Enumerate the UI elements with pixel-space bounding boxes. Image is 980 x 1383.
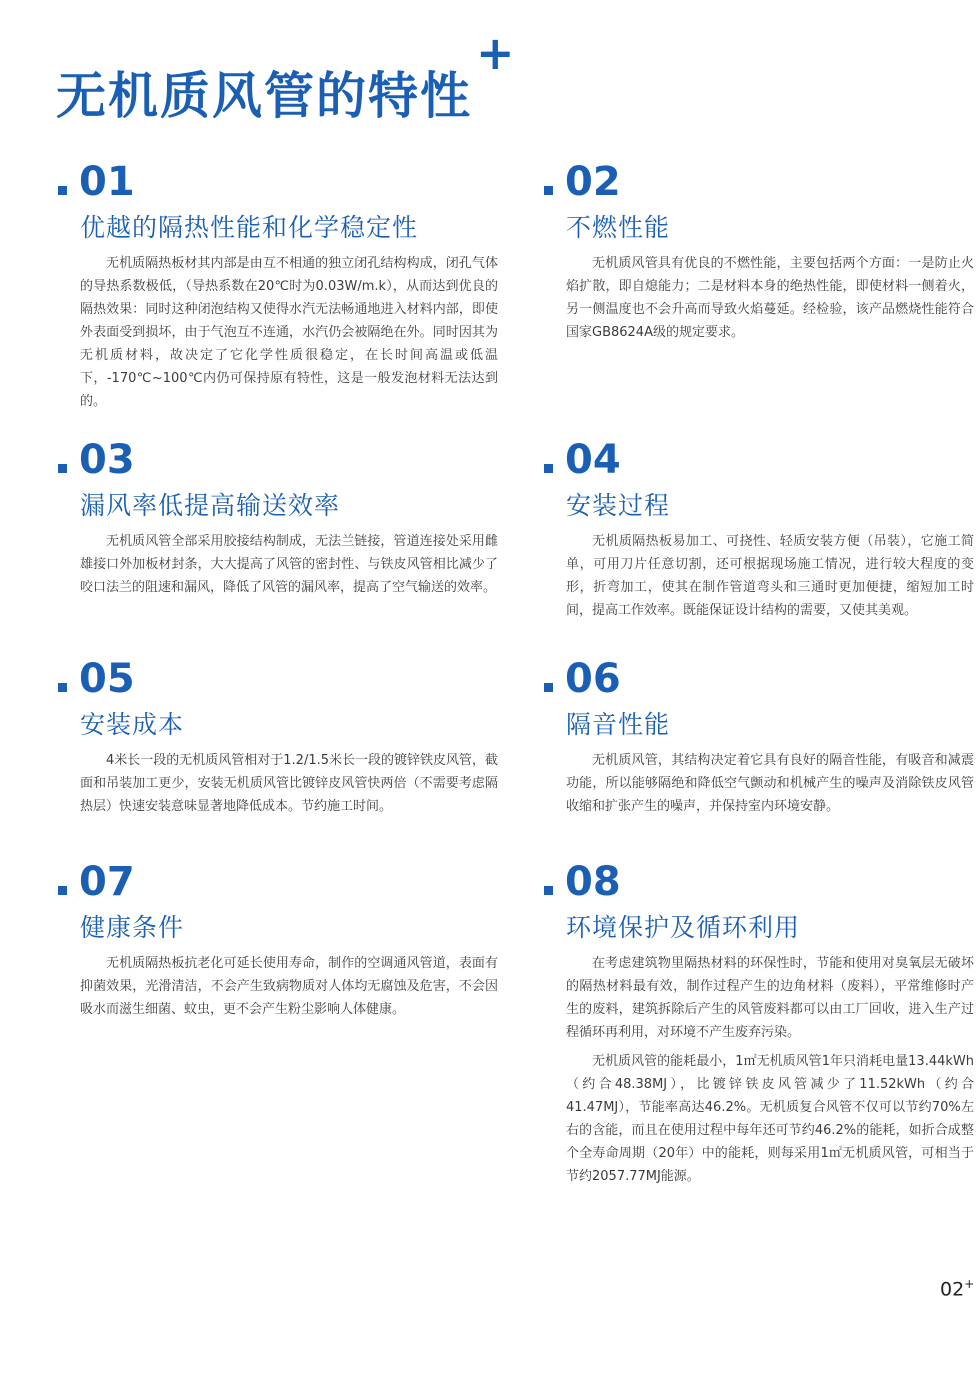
paragraph: 无机质风管的能耗最小，1㎡无机质风管1年只消耗电量13.44kWh（约合48.38MJ），比镀锌铁皮风管减少了11.52kWh（约合41.47MJ），节能率高达46.2%。无机质复合风管不仅可以节约70%左右的含能，而且在使用过程中每年还可节约46.2%的能耗，如折合成整个全寿命周期（20年）中的能耗，则每采用1㎡无机质风管，可相当于节约2057.77MJ能源。: [566, 1054, 974, 1184]
paragraph: 无机质隔热板易加工、可挠性、轻质安装方便（吊装），它施工简单，可用刀片任意切割，还可根据现场施工情况，进行较大程度的变形，折弯加工，使其在制作管道弯头和三通时更加便捷，缩短加工时间，提高工作效率。既能保证设计结构的需要，又使其美观。: [566, 534, 974, 618]
section-title: 漏风率低提高输送效率: [80, 491, 341, 520]
section-07: [58, 858, 498, 1021]
section-body: [566, 952, 974, 1188]
section-title: 不燃性能: [566, 213, 671, 242]
section-number: 05: [58, 655, 498, 703]
section-body: [566, 252, 974, 344]
section-number: 02: [544, 158, 974, 206]
section-03: [58, 436, 498, 599]
bullet-dot-icon: [544, 683, 553, 692]
paragraph: 无机质风管全部采用胶接结构制成，无法兰链接，管道连接处采用雌雄接口外加板材封条，大大提高了风管的密封性、与铁皮风管相比减少了咬口法兰的阻速和漏风，降低了风管的漏风率，提高了空气输送的效率。: [80, 534, 498, 595]
section-title: 安装过程: [566, 491, 671, 520]
paragraph: 无机质风管具有优良的不燃性能，主要包括两个方面：一是防止火焰扩散，即自熄能力；二是材料本身的绝热性能，即使材料一侧着火，另一侧温度也不会升高而导致火焰蔓延。经检验，该产品燃烧性能符合国家GB8624A级的规定要求。: [566, 256, 974, 340]
section-title: 安装成本: [80, 710, 185, 739]
section-body: [80, 530, 498, 599]
section-08: [544, 858, 974, 1188]
section-number: 01: [58, 158, 498, 206]
bullet-dot-icon: [544, 464, 553, 473]
bullet-dot-icon: [58, 683, 67, 692]
section-number: 08: [544, 858, 974, 906]
section-01: [58, 158, 498, 413]
paragraph: 无机质隔热板抗老化可延长使用寿命，制作的空调通风管道，表面有抑菌效果，光滑清洁，不会产生致病物质对人体均无腐蚀及危害，不会因吸水而滋生细菌、蚊虫，更不会产生粉尘影响人体健康。: [80, 956, 498, 1017]
title-plus-mark: +: [476, 26, 515, 80]
section-body: [80, 749, 498, 818]
section-05: [58, 655, 498, 818]
section-body: [566, 530, 974, 622]
section-body: [80, 952, 498, 1021]
bullet-dot-icon: [58, 186, 67, 195]
section-number: 04: [544, 436, 974, 484]
paragraph: 无机质风管，其结构决定着它具有良好的隔音性能，有吸音和减震功能，所以能够隔绝和降低空气颤动和机械产生的噪声及消除铁皮风管收缩和扩张产生的噪声，并保持室内环境安静。: [566, 753, 974, 814]
section-number: 03: [58, 436, 498, 484]
section-title: 健康条件: [80, 913, 185, 942]
bullet-dot-icon: [544, 186, 553, 195]
page-title: 无机质风管的特性: [56, 67, 472, 125]
paragraph: 4米长一段的无机质风管相对于1.2/1.5米长一段的镀锌铁皮风管，截面和吊装加工更少，安装无机质风管比镀锌皮风管快两倍（不需要考虑隔热层）快速安装意味显著地降低成本。节约施工时间。: [80, 753, 498, 814]
bullet-dot-icon: [58, 886, 67, 895]
page-number: 02+: [940, 1277, 975, 1301]
section-04: [544, 436, 974, 622]
section-body: [80, 252, 498, 413]
section-number: 07: [58, 858, 498, 906]
section-number: 06: [544, 655, 974, 703]
section-title: 环境保护及循环利用: [566, 913, 801, 942]
bullet-dot-icon: [544, 886, 553, 895]
paragraph: 在考虑建筑物里隔热材料的环保性时，节能和使用对臭氧层无破坏的隔热材料最有效，制作过程产生的边角材料（废料），平常维修时产生的废料，建筑拆除后产生的风管废料都可以由工厂回收，进入生产过程循环再利用，对环境不产生废弃污染。: [566, 956, 974, 1040]
bullet-dot-icon: [58, 464, 67, 473]
paragraph: 无机质隔热板材其内部是由互不相通的独立闭孔结构构成，闭孔气体的导热系数极低，（导热系数在20℃时为0.03W/m.k），从而达到优良的隔热效果：同时这种闭泡结构又使得水汽无法畅通地进入材料内部，即使外表面受到损坏，由于气泡互不连通，水汽仍会被隔绝在外。同时因其为无机质材料，故决定了它化学性质很稳定，在长时间高温或低温下，-170℃~100℃内仍可保持原有特性，这是一般发泡材料无法达到的。: [80, 256, 498, 409]
section-body: [566, 749, 974, 818]
section-06: [544, 655, 974, 818]
section-title: 优越的隔热性能和化学稳定性: [80, 213, 419, 242]
section-02: [544, 158, 974, 344]
section-title: 隔音性能: [566, 710, 671, 739]
